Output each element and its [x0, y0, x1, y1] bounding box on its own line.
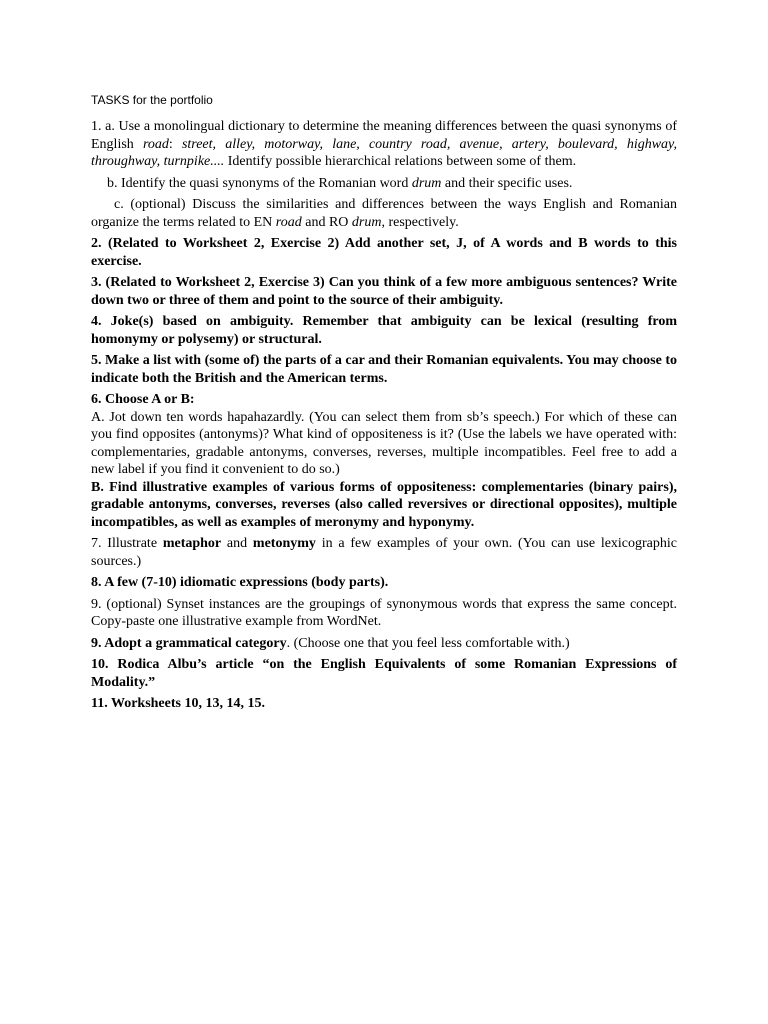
task-1c: [91, 196, 677, 231]
task-2: 2. (Related to Worksheet 2, Exercise 2) Add another set, J, of A words and B words to this exercise.: [91, 236, 677, 269]
task-1c-tail: , respectively.: [381, 214, 459, 230]
task-4: 4. Joke(s) based on ambiguity. Remember that ambiguity can be lexical (resulting from homonymy or polysemy) or structural.: [91, 314, 677, 347]
task-7-tail: in a few examples of your own. (You can use lexicographic sources.): [91, 536, 677, 569]
task-7-metonymy: metonymy: [252, 536, 316, 551]
task-7-metaphor: metaphor: [162, 536, 222, 551]
task-9-optional: 9. (optional) Synset instances are the groupings of synonymous words that express the same concept. Copy-paste one illustrative example from WordNet.: [91, 596, 677, 629]
task-1c-text: c. (optional) Discuss the similarities and differences between the ways English and Romanian organize the terms related to EN: [91, 197, 677, 230]
page-title: TASKS for the portfolio: [91, 93, 213, 107]
task-1a-colon: :: [168, 136, 182, 152]
task-9-rest: . (Choose one that you feel less comfortable with.): [286, 635, 570, 651]
task-6-heading: 6. Choose A or B:: [91, 392, 195, 407]
task-7: [91, 535, 677, 570]
task-1c-mid: and RO: [301, 214, 352, 230]
task-11: 11. Worksheets 10, 13, 14, 15.: [91, 696, 265, 711]
task-1a-instruction: Identify possible hierarchical relations between some of them.: [224, 154, 577, 169]
task-1a: [91, 118, 677, 171]
task-1a-synonym-list: street, alley, motorway, lane, country road, avenue, artery, boulevard, highway, throughway, turnpike....: [91, 136, 678, 169]
document-body: [91, 92, 677, 717]
task-7-and: and: [221, 536, 253, 551]
task-1a-road: road: [142, 136, 169, 152]
task-3: 3. (Related to Worksheet 2, Exercise 3) Can you think of a few more ambiguous sentences? Write down two or three of them and point to the source of their ambiguity.: [91, 275, 677, 308]
task-1c-road: road: [275, 214, 302, 230]
task-9-bold: 9. Adopt a grammatical category: [91, 635, 287, 651]
task-1b-drum: drum: [411, 175, 442, 191]
task-1b-tail: and their specific uses.: [441, 175, 573, 191]
task-10: 10. Rodica Albu’s article “on the English Equivalents of some Romanian Expressions of Modality.”: [91, 657, 677, 690]
task-1b-text: b. Identify the quasi synonyms of the Romanian word: [107, 175, 412, 191]
task-6a: A. Jot down ten words hapahazardly. (You can select them from sb’s speech.) For which of these can you find opposites (antonyms)? What kind of oppositeness is it? (Use the labels we have operated with: complementaries, gradable antonyms, converses, reverses, multiple incompatibles. Feel free to add a new label if you find it convenient to do so.): [91, 409, 677, 477]
task-6b: B. Find illustrative examples of various forms of oppositeness: complementaries (binary pairs), gradable antonyms, converses, reverses (also called reversives or directional opposites), multiple incompatibles, as well as examples of meronymy and hyponymy.: [91, 479, 677, 530]
task-1c-drum: drum: [351, 214, 382, 230]
task-8: 8. A few (7-10) idiomatic expressions (body parts).: [91, 575, 389, 590]
task-1a-text: 1. a. Use a monolingual dictionary to determine the meaning differences between the quasi synonyms of English: [91, 119, 677, 152]
task-7-text: 7. Illustrate: [91, 536, 163, 551]
task-1b: [91, 175, 677, 193]
task-9: [91, 635, 677, 653]
task-5: 5. Make a list with (some of) the parts of a car and their Romanian equivalents. You may choose to indicate both the British and the American terms.: [91, 353, 677, 386]
